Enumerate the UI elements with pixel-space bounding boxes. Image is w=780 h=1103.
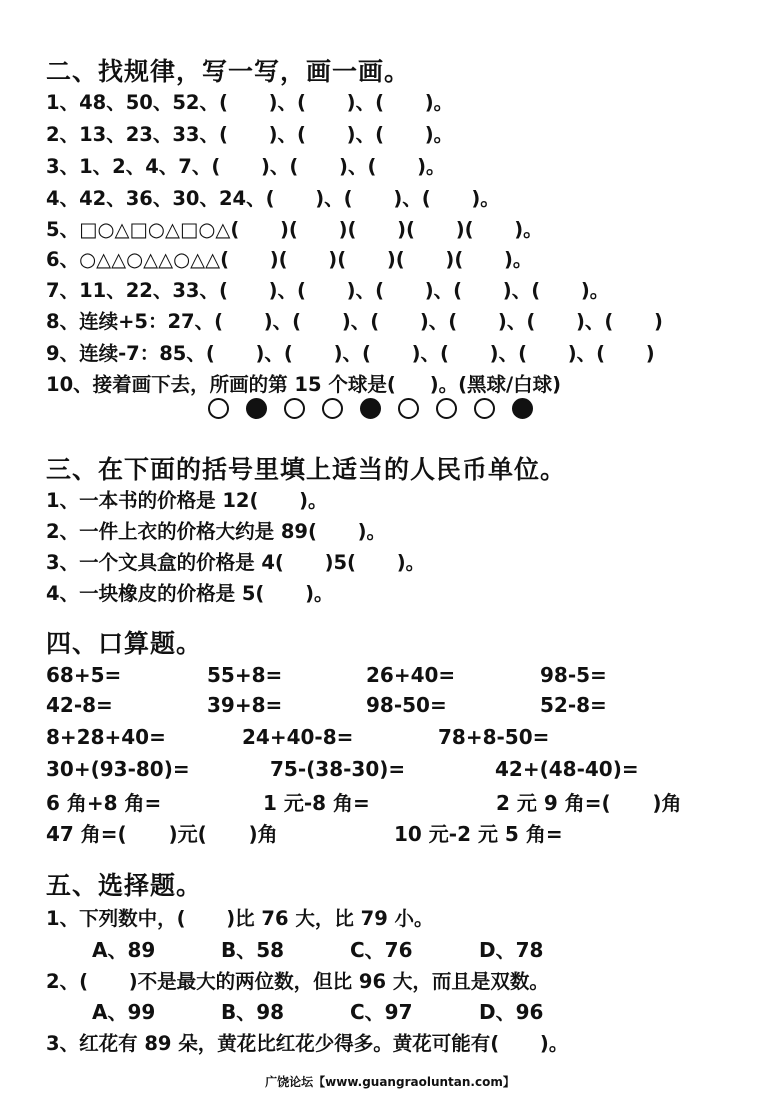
black-ball	[246, 398, 267, 419]
calc-item: 47 角=( )元( )角	[46, 822, 278, 846]
section-4-title: 四、口算题。	[46, 629, 203, 658]
currency-q1: 1、一本书的价格是 12( )。	[46, 489, 328, 512]
choice-option: A、99	[92, 1000, 156, 1024]
section-2-title: 二、找规律，写一写，画一画。	[46, 57, 411, 86]
section-3-title: 三、在下面的括号里填上适当的人民币单位。	[46, 455, 567, 484]
calc-item: 8+28+40=	[46, 725, 166, 749]
white-ball	[436, 398, 457, 419]
choice-option: D、78	[479, 938, 544, 962]
choice-option: B、58	[221, 938, 285, 962]
calc-item: 42-8=	[46, 693, 113, 717]
calc-item: 98-5=	[540, 663, 607, 687]
calc-item: 55+8=	[207, 663, 283, 687]
pattern-q10: 10、接着画下去，所画的第 15 个球是( )。(黑球/白球)	[46, 373, 562, 396]
pattern-q2: 2、13、23、33、( )、( )、( )。	[46, 123, 454, 146]
footer-source: 广饶论坛【www.guangraoluntan.com】	[265, 1075, 515, 1089]
choice-option: C、76	[350, 938, 413, 962]
calc-item: 75-(38-30)=	[270, 757, 406, 781]
white-ball	[284, 398, 305, 419]
pattern-q1: 1、48、50、52、( )、( )、( )。	[46, 91, 454, 114]
black-ball	[512, 398, 533, 419]
ball-sequence	[208, 398, 533, 419]
currency-q4: 4、一块橡皮的价格是 5( )。	[46, 582, 334, 605]
choice-option: D、96	[479, 1000, 544, 1024]
calc-item: 24+40-8=	[242, 725, 354, 749]
calc-item: 42+(48-40)=	[495, 757, 639, 781]
white-ball	[398, 398, 419, 419]
calc-item: 30+(93-80)=	[46, 757, 190, 781]
calc-item: 6 角+8 角=	[46, 791, 162, 815]
choice-q1: 1、下列数中，( )比 76 大，比 79 小。	[46, 907, 434, 930]
section-5-title: 五、选择题。	[46, 871, 203, 900]
white-ball	[474, 398, 495, 419]
pattern-q7: 7、11、22、33、( )、( )、( )、( )、( )。	[46, 279, 610, 302]
choice-option: A、89	[92, 938, 156, 962]
calc-item: 68+5=	[46, 663, 122, 687]
choice-option: B、98	[221, 1000, 285, 1024]
calc-item: 39+8=	[207, 693, 283, 717]
pattern-q4: 4、42、36、30、24、( )、( )、( )。	[46, 187, 500, 210]
currency-q3: 3、一个文具盒的价格是 4( )5( )。	[46, 551, 426, 574]
currency-q2: 2、一件上衣的价格大约是 89( )。	[46, 520, 387, 543]
choice-q3: 3、红花有 89 朵，黄花比红花少得多。黄花可能有( )。	[46, 1032, 569, 1055]
pattern-q9: 9、连续-7：85、( )、( )、( )、( )、( )、( )	[46, 342, 655, 365]
calc-item: 98-50=	[366, 693, 447, 717]
calc-item: 2 元 9 角=( )角	[496, 791, 682, 815]
choice-q2: 2、( )不是最大的两位数，但比 96 大，而且是双数。	[46, 970, 549, 993]
calc-item: 78+8-50=	[438, 725, 550, 749]
calc-item: 1 元-8 角=	[263, 791, 370, 815]
pattern-q8: 8、连续+5：27、( )、( )、( )、( )、( )、( )	[46, 310, 663, 333]
white-ball	[208, 398, 229, 419]
calc-item: 10 元-2 元 5 角=	[394, 822, 563, 846]
pattern-q6: 6、○△△○△△○△△( )( )( )( )( )。	[46, 248, 533, 271]
pattern-q5: 5、□○△□○△□○△( )( )( )( )( )。	[46, 218, 543, 241]
calc-item: 26+40=	[366, 663, 456, 687]
choice-option: C、97	[350, 1000, 413, 1024]
white-ball	[322, 398, 343, 419]
calc-item: 52-8=	[540, 693, 607, 717]
black-ball	[360, 398, 381, 419]
pattern-q3: 3、1、2、4、7、( )、( )、( )。	[46, 155, 446, 178]
